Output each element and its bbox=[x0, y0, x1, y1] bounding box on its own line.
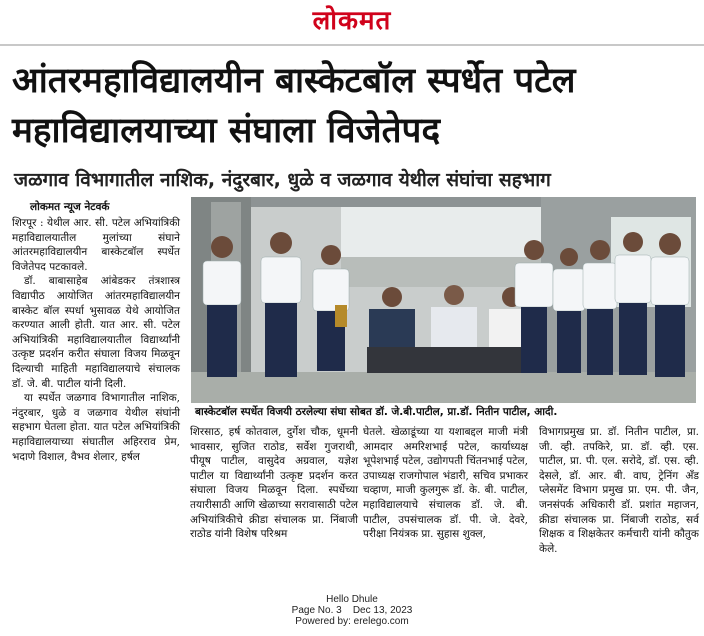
paragraph-intro: शिरपूर : येथील आर. सी. पटेल अभियांत्रिकी महाविद्यालयातील मुलांच्या संघाने आंतरमहाविद्यालयीन बास्केटबॉल स्पर्धेत विजेतेपद पटकावले. bbox=[12, 217, 180, 273]
footer-page-line bbox=[0, 605, 704, 616]
article-column-3: घेतले. खेळाडूंच्या या यशाबद्दल माजी मंत्री आमदार अमरिशभाई पटेल, कार्याध्यक्ष भूपेशभाई पटेल, उद्योगपती चिंतनभाई पटेल, उपाध्यक्ष राजगोपाल भंडारी, सचिव प्रभाकर चव्हाण, माजी कुलगुरू डॉ. के. बी. पाटील, महाविद्यालयाचे संचालक डॉ. जे. बी. पाटील, उपसंचालक डॉ. पी. जे. देवरे, परीक्षा नियंत्रक प्रा. सुहास शुक्ल, bbox=[363, 426, 528, 541]
team-photo-illustration bbox=[191, 197, 696, 403]
headline bbox=[12, 56, 702, 156]
header-divider bbox=[0, 44, 704, 46]
lokmat-logo: लोकमत bbox=[312, 6, 392, 36]
headline-line-2: महाविद्यालयाच्या संघाला विजेतेपद bbox=[12, 111, 441, 151]
article-column-2: शिरसाठ, हर्ष कोतवाल, दुर्गेश चौक, धूमनी भावसार, सुजित राठोड, सर्वेश गुजराथी, पीयूष पाटील, वासुदेव अग्रवाल, यज्ञेश पाटील या विद्यार्थ्यांनी उत्कृष्ट प्रदर्शन करत संघाला विजय मिळवून दिला. स्पर्धेच्या तयारीसाठी आणि खेळाच्या सरावासाठी पटेल अभियांत्रिकीचे क्रीडा संचालक प्रा. निंबाजी राठोड यांनी विशेष परिश्रम bbox=[190, 426, 358, 541]
subheadline: जळगाव विभागातील नाशिक, नंदुरबार, धुळे व जळगाव येथील संघांचा सहभाग bbox=[14, 169, 551, 191]
paragraph-event: डॉ. बाबासाहेब आंबेडकर तंत्रशास्त्र विद्यापीठ आयोजित आंतरमहाविद्यालयीन बास्केट बॉल स्पर्धा भुसावळ येथे आयोजित करण्यात आली होती. यात आर. सी. पटेल अभियांत्रिकी महाविद्यालयातील विद्यार्थ्यांनी उत्कृष्ट प्रदर्शन करीत संघाला विजय मिळवून दिल्याची माहिती महाविद्यालयाचे संचालक डॉ. जे. बी. पाटील यांनी दिली. bbox=[12, 275, 180, 390]
article-column-1 bbox=[12, 216, 180, 464]
byline: लोकमत न्यूज नेटवर्क bbox=[30, 201, 110, 213]
headline-line-1: आंतरमहाविद्यालयीन बास्केटबॉल स्पर्धेत पटेल bbox=[12, 61, 576, 101]
footer-edition: Hello Dhule bbox=[326, 594, 378, 605]
footer-page-no: Page No. 3 bbox=[291, 605, 342, 616]
footer-date: Dec 13, 2023 bbox=[352, 605, 413, 616]
article-column-4: विभागप्रमुख प्रा. डॉ. नितीन पाटील, प्रा. जी. व्ही. तपकिरे, प्रा. डॉ. व्ही. एस. पाटील, प्रा. पी. एल. सरोदे, डॉ. एस. व्ही. देसले, डॉ. आर. बी. वाघ, ट्रेनिंग अँड प्लेसमेंट विभाग प्रमुख प्रा. एम. पी. जैन, जनसंपर्क अधिकारी डॉ. प्रशांत महाजन, क्रीडा संचालक प्रा. निंबाजी राठोड, सर्व शिक्षक व शिक्षकेतर कर्मचारी यांनी कौतुक केले. bbox=[539, 426, 699, 555]
paragraph-participants: या स्पर्धेत जळगाव विभागातील नाशिक, नंदुरबार, धुळे व जळगाव येथील संघांनी सहभाग घेतला होता. यात पटेल अभियांत्रिकी महाविद्यालयाच्या संघातील अहिरराव प्रेम, भदाणे विशाल, वैभव शेलार, हर्षल bbox=[12, 392, 180, 463]
photo-caption: बास्केटबॉल स्पर्धेत विजयी ठरलेल्या संघा सोबत डॉ. जे.बी.पाटील, प्रा.डॉ. नितीन पाटील, आदी. bbox=[195, 406, 558, 418]
team-photo bbox=[191, 197, 696, 403]
page-footer bbox=[0, 594, 704, 627]
masthead bbox=[0, 0, 704, 40]
footer-powered: Powered by: erelego.com bbox=[295, 616, 409, 627]
